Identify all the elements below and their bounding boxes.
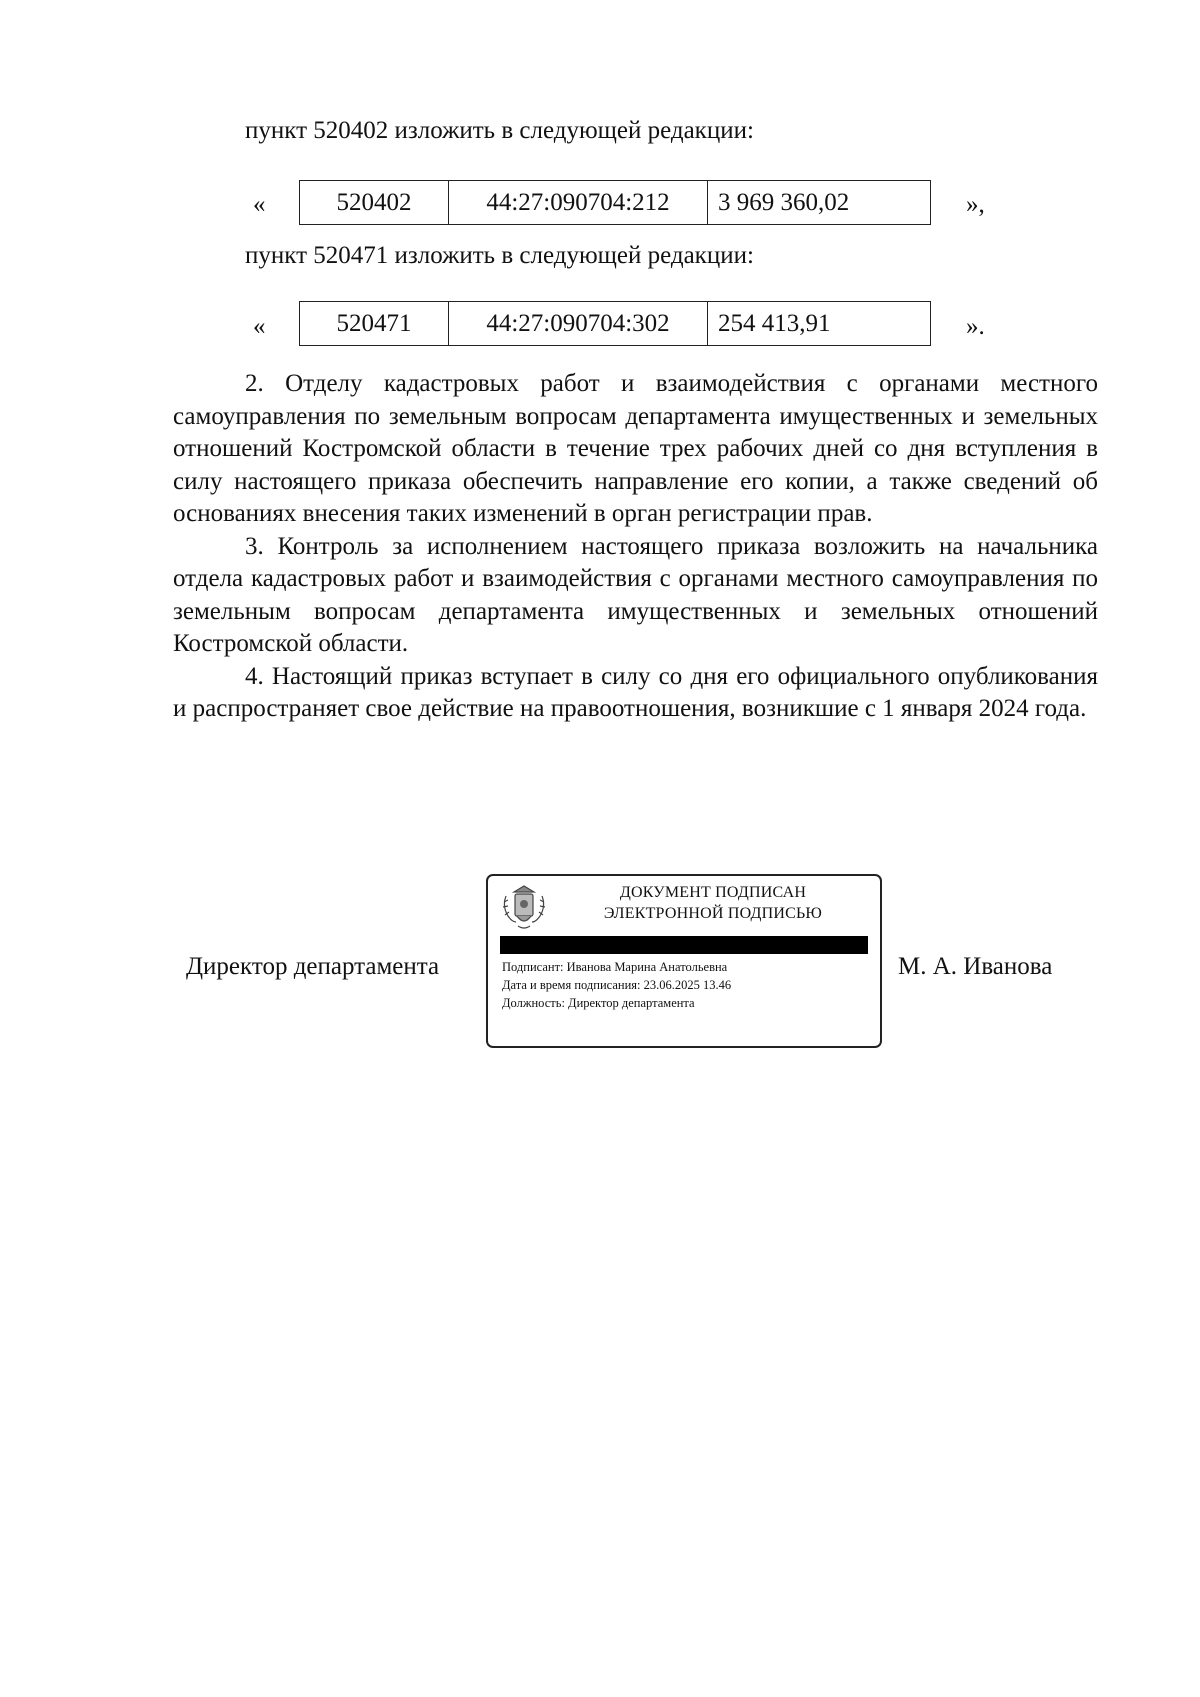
table-row	[300, 181, 931, 225]
paragraph-item-4: 4. Настоящий приказ вступает в силу со дня его официального опубликования и распространяет свое действие на правоотношения, возникшие с 1 января 2024 года.	[173, 662, 1098, 722]
stamp-title-line-1: ДОКУМЕНТ ПОДПИСАН	[619, 884, 807, 901]
table-cell-cadastral-id: 44:27:090704:302	[449, 302, 708, 346]
cadastral-table	[299, 301, 931, 346]
stamp-datetime: Дата и время подписания: 23.06.2025 13.46	[502, 978, 732, 992]
close-quote: ».	[966, 313, 985, 340]
table-cell-number: 520471	[300, 302, 449, 346]
table-cell-value: 254 413,91	[708, 302, 931, 346]
paragraph-item-2: 2. Отделу кадастровых работ и взаимодействия с органами местного самоуправления по земельным вопросам департамента имущественных и земельных отношений Костромской области в течение трех рабочих дней со дня вступления в силу настоящего приказа обеспечить направление его копии, а также сведений об основаниях внесения таких изменений в орган регистрации прав.	[173, 370, 1098, 527]
order-body	[173, 368, 1098, 726]
stamp-signer: Подписант: Иванова Марина Анатольевна	[502, 960, 728, 974]
signer-position: Директор департамента	[186, 953, 440, 980]
amendment-intro: пункт 520471 изложить в следующей редакции:	[245, 242, 754, 269]
close-quote: »,	[966, 191, 985, 218]
signer-name: М. А. Иванова	[898, 953, 1053, 980]
table-cell-number: 520402	[300, 181, 449, 225]
table-cell-value: 3 969 360,02	[708, 181, 931, 225]
redaction-bar	[500, 936, 868, 954]
electronic-signature-stamp	[486, 874, 882, 1048]
table-row	[300, 302, 931, 346]
stamp-role: Должность: Директор департамента	[502, 996, 695, 1010]
open-quote: «	[253, 191, 266, 218]
open-quote: «	[253, 313, 266, 340]
stamp-header	[558, 882, 868, 924]
stamp-title-line-2: ЭЛЕКТРОННОЙ ПОДПИСЬЮ	[603, 905, 823, 922]
cadastral-table	[299, 180, 931, 225]
coat-of-arms-icon	[500, 882, 548, 934]
table-cell-cadastral-id: 44:27:090704:212	[449, 181, 708, 225]
amendment-intro: пункт 520402 изложить в следующей редакции:	[245, 117, 754, 144]
paragraph-item-3: 3. Контроль за исполнением настоящего приказа возложить на начальника отдела кадастровых работ и взаимодействия с органами местного самоуправления по земельным вопросам департамента имущественных и земельных отношений Костромской области.	[173, 532, 1098, 657]
stamp-details	[502, 958, 731, 1012]
